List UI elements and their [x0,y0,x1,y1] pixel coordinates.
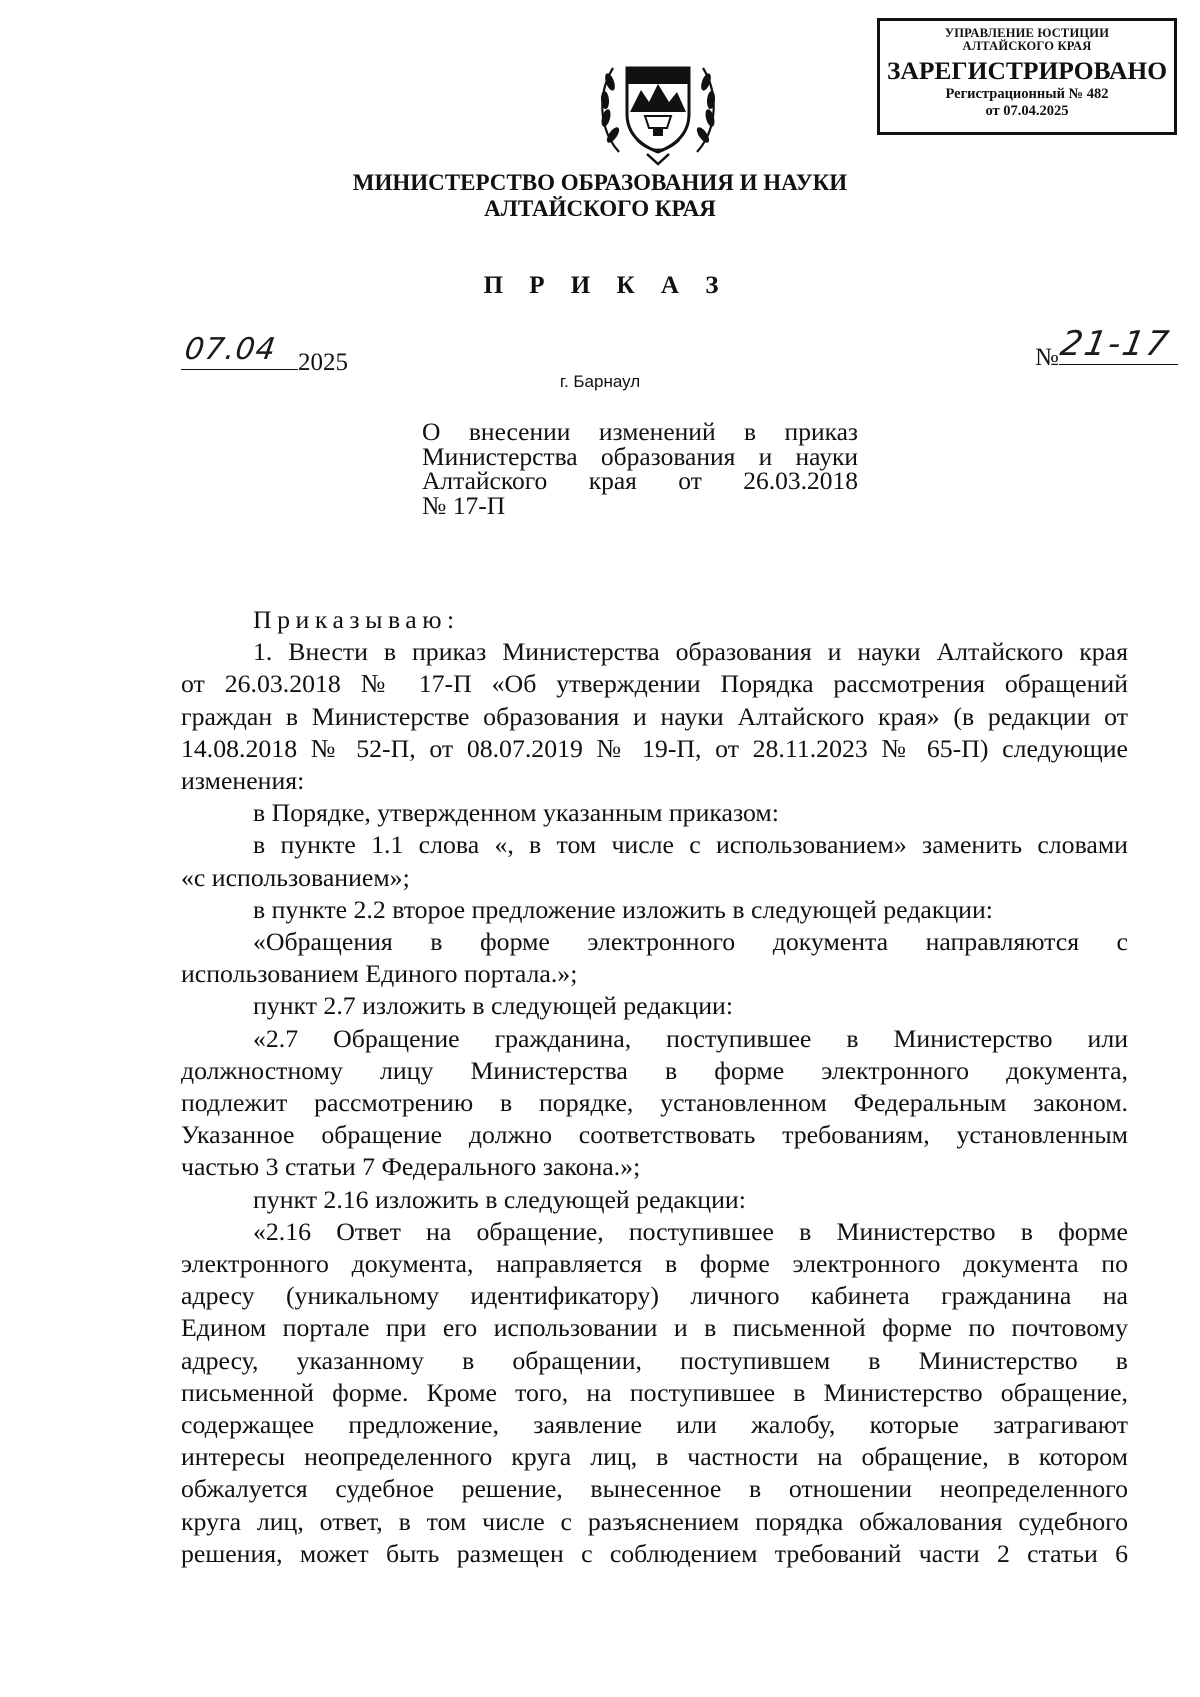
document-type-title: П Р И К А З [483,272,729,299]
registration-stamp [877,18,1177,135]
order-number [1035,324,1178,372]
body-line: электронного документа, направляется в форме электронного документа по [181,1249,1128,1279]
body-line: пункт 2.16 изложить в следующей редакции: [253,1184,746,1214]
handwritten-date: 07.04 [182,332,279,367]
paragraph-9 [181,1216,1128,1570]
order-city: г. Барнаул [559,372,641,391]
body-line: 14.08.2018 № 52-П, от 08.07.2019 № 19-П, от 28.11.2023 № 65-П) следующие [181,733,1128,763]
body-line: от 26.03.2018 № 17-П «Об утверждении Порядка рассмотрения обращений [181,669,1128,699]
body-line: содержащее предложение, заявление или жалобу, которые затрагивают [181,1410,1128,1440]
stamp-agency: УПРАВЛЕНИЕ ЮСТИЦИИ [944,26,1110,40]
body-line: изменения: [181,766,305,796]
paragraph-8 [181,1184,1128,1216]
body-line: в пункте 1.1 слова «, в том числе с использованием» заменить словами [253,830,1128,860]
stamp-status: ЗАРЕГИСТРИРОВАНО [886,56,1168,85]
paragraph-7 [181,1023,1128,1184]
ministry-name-line1: МИНИСТЕРСТВО ОБРАЗОВАНИЯ И НАУКИ [352,170,848,195]
body-line: адресу (уникальному идентификатору) личного кабинета гражданина на [181,1281,1128,1311]
stamp-reg-number: Регистрационный № 482 [945,86,1109,102]
body-line: письменной форме. Кроме того, на поступившее в Министерство обращение, [181,1377,1128,1407]
order-subject [422,417,858,520]
paragraph-4 [181,894,1128,926]
body-line: адресу, указанному в обращении, поступившем в Министерство в [181,1345,1128,1375]
number-sign: № [1035,344,1059,371]
body-line: Едином портале при его использовании и в письменной форме по почтовому [181,1313,1128,1343]
body-line: «Обращения в форме электронного документа направляются с [253,927,1128,957]
body-line: подлежит рассмотрению в порядке, установленном Федеральным законом. [181,1088,1128,1118]
body-line: граждан в Министерстве образования и науки Алтайского края» (в редакции от [181,701,1128,731]
subject-line: Алтайского края от 26.03.2018 [422,466,858,495]
body-line: частью 3 статьи 7 Федерального закона.»; [181,1152,641,1182]
body-line: 1. Внести в приказ Министерства образования и науки Алтайского края [253,637,1128,667]
body-line: интересы неопределенного круга лиц, в частности на обращение, в котором [181,1442,1128,1472]
body-line: круга лиц, ответ, в том числе с разъяснением порядка обжалования судебного [181,1506,1128,1536]
body-line: «2.7 Обращение гражданина, поступившее в Министерство или [253,1023,1128,1053]
paragraph-5 [181,926,1128,990]
paragraph-1 [181,636,1128,797]
body-line: в Порядке, утвержденном указанным приказом: [253,798,779,828]
subject-line: № 17-П [422,490,506,520]
paragraph-6 [181,990,1128,1022]
stamp-reg-date: от 07.04.2025 [985,103,1069,119]
body-line: пункт 2.7 изложить в следующей редакции: [253,991,733,1021]
subject-line: Министерства образования и науки [422,441,858,471]
ministry-name-line2: АЛТАЙСКОГО КРАЯ [484,196,716,221]
body-line: должностному лицу Министерства в форме электронного документа, [181,1055,1128,1085]
stamp-region: АЛТАЙСКОГО КРАЯ [962,39,1092,53]
order-body [181,604,1128,1570]
subject-line: О внесении изменений в приказ [422,417,858,446]
body-line: Указанное обращение должно соответствовать требованиям, установленным [181,1120,1128,1150]
body-line: решения, может быть размещен с соблюдением требований части 2 статьи 6 [181,1538,1128,1568]
order-year: 2025 [298,349,348,376]
body-line: «2.16 Ответ на обращение, поступившее в Министерство в форме [253,1216,1128,1246]
orders-word: Приказываю: [253,605,460,634]
body-line: обжалуется судебное решение, вынесенное в отношении неопределенного [181,1474,1128,1504]
handwritten-number: 21-17 [1057,324,1174,364]
body-line: «с использованием»; [181,862,410,892]
paragraph-2 [181,797,1128,829]
altai-krai-coat-of-arms-icon [597,44,719,170]
body-line: в пункте 2.2 второе предложение изложить в следующей редакции: [253,894,993,924]
body-line: использованием Единого портала.»; [181,959,578,989]
paragraph-3 [181,829,1128,893]
